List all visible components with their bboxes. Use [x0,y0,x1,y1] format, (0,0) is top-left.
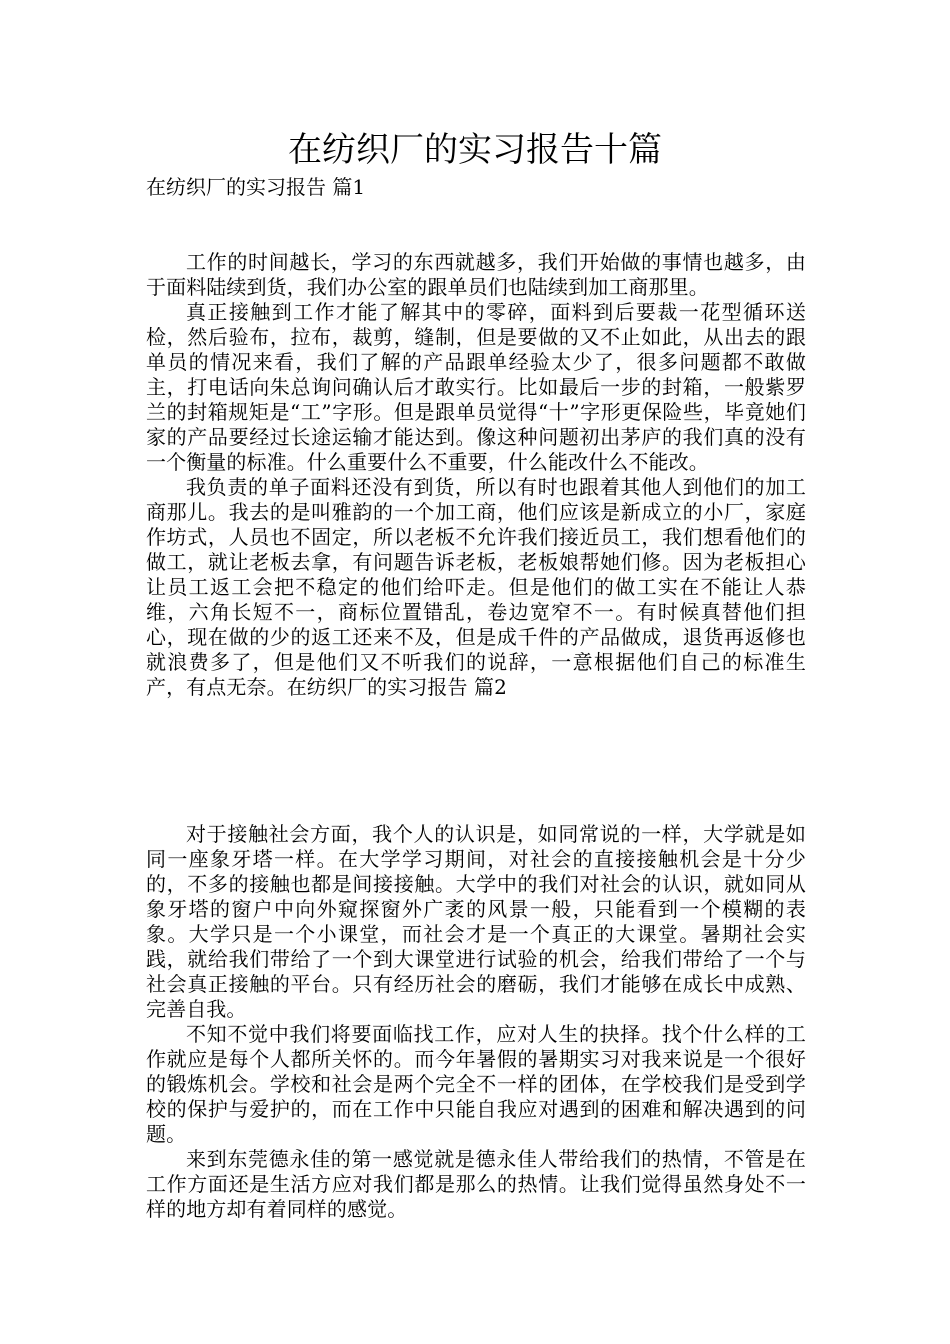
section-heading-1: 在纺织厂的实习报告 篇1 [146,175,366,199]
document-title: 在纺织厂的实习报告十篇 [288,130,662,170]
paragraph-text: 我负责的单子面料还没有到货，所以有时也跟着其他人到他们的加工商那儿。我去的是叫雅韵的一个加工商，他们应该是新成立的小厂，家庭作坊式，人员也不固定，所以老板不允许我们接近员工，我们想看他们的做工，就让老板去拿，有问题告诉老板，老板娘帮她们修。因为老板担心让员工返工会把不稳定的他们给吓走。但是他们的做工实在不能让人恭维，六角长短不一，商标位置错乱，卷边宽窄不一。有时候真替他们担心，现在做的少的返工还来不及，但是成千件的产品做成，退货再返修也就浪费多了，但是他们又不听我们的说辞，一意根据他们自己的标准生产，有点无奈。 [146,475,806,699]
paragraph: 来到东莞德永佳的第一感觉就是德永佳人带给我们的热情，不管是在工作方面还是生活方应对我们都是那么的热情。让我们觉得虽然身处不一样的地方却有着同样的感觉。 [146,1147,806,1221]
paragraph: 工作的时间越长，学习的东西就越多，我们开始做的事情也越多，由于面料陆续到货，我们办公室的跟单员们也陆续到加工商那里。 [146,250,806,299]
section-2-body [146,822,806,1222]
section-1-body [146,250,806,700]
paragraph: 对于接触社会方面，我个人的认识是，如同常说的一样，大学就是如同一座象牙塔一样。在大学学习期间，对社会的直接接触机会是十分少的，不多的接触也都是间接接触。大学中的我们对社会的认识，就如同从象牙塔的窗户中向外窥探窗外广袤的风景一般，只能看到一个模糊的表象。大学只是一个小课堂，而社会才是一个真正的大课堂。暑期社会实践，就给我们带给了一个到大课堂进行试验的机会，给我们带给了一个与社会真正接触的平台。只有经历社会的磨砺，我们才能够在成长中成熟、完善自我。 [146,822,806,1021]
paragraph: 真正接触到工作才能了解其中的零碎，面料到后要裁一花型循环送检，然后验布，拉布，裁剪，缝制，但是要做的又不止如此，从出去的跟单员的情况来看，我们了解的产品跟单经验太少了，很多问题都不敢做主，打电话向朱总询问确认后才敢实行。比如最后一步的封箱，一般紫罗兰的封箱规矩是“工”字形。但是跟单员觉得“十”字形更保险些，毕竟她们家的产品要经过长途运输才能达到。像这种问题初出茅庐的我们真的没有一个衡量的标准。什么重要什么不重要，什么能改什么不能改。 [146,300,806,474]
section-heading-2: 在纺织厂的实习报告 篇2 [286,675,507,699]
paragraph [146,475,806,700]
paragraph: 不知不觉中我们将要面临找工作，应对人生的抉择。找个什么样的工作就应是每个人都所关怀的。而今年暑假的暑期实习对我来说是一个很好的锻炼机会。学校和社会是两个完全不一样的团体，在学校我们是受到学校的保护与爱护的，而在工作中只能自我应对遇到的困难和解决遇到的问题。 [146,1022,806,1146]
